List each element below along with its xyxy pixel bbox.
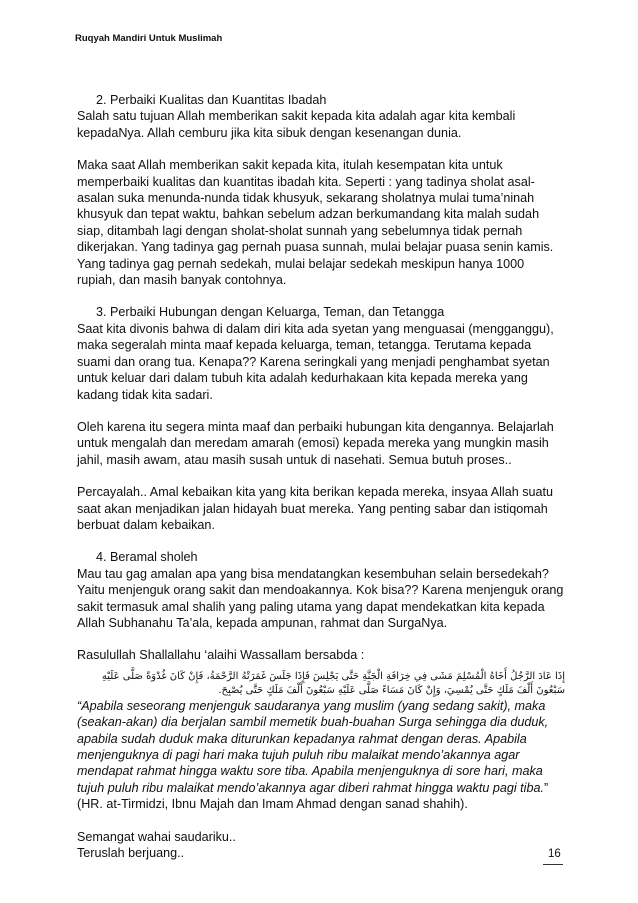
paragraph: Salah satu tujuan Allah memberikan sakit kepada kita adalah agar kita kembali kepadaNya. Allah cemburu jika kita sibuk dengan kesenangan dunia. — [77, 109, 516, 140]
paragraph: Percayalah.. Amal kebaikan kita yang kita berikan kepada mereka, insyaa Allah suatu saat akan menjadikan jalan hidayah buat mereka. Yang penting sabar dan istiqomah berbuat dalam kebaikan. — [77, 485, 554, 532]
section-heading-2: 2. Perbaiki Kualitas dan Kuantitas Ibadah — [96, 93, 327, 107]
paragraph: Oleh karena itu segera minta maaf dan perbaiki hubungan kita dengannya. Belajarlah untuk mengalah dan meredam amarah (emosi) kepada mereka yang mungkin masih jahil, masih awam, atau masih susah untuk di nasehati. Semua butuh proses.. — [77, 419, 554, 467]
hadith-translation — [77, 698, 565, 796]
section-heading-3: 3. Perbaiki Hubungan dengan Keluarga, Teman, dan Tetangga — [96, 305, 445, 320]
section-heading-4: 4. Beramal sholeh — [96, 550, 198, 565]
footer-rule — [543, 864, 563, 865]
hadith-translation-italic: “Apabila seseorang menjenguk saudaranya yang muslim (yang sedang sakit), maka (seakan-akan) dia berjalan sambil memetik buah-buahan Surga sehingga dia duduk, apabila sudah duduk maka diturunkan kepadanya rahmat dengan deras. Apabila menjenguknya di pagi hari maka tujuh puluh ribu malaikat mendo’akannya agar mendapat rahmat hingga waktu sore tiba. Apabila menjenguknya di sore hari, maka tujuh puluh ribu malaikat mendo’akannya agar diberi rahmat hingga waktu pagi tiba. — [77, 698, 549, 795]
paragraph: Mau tau gag amalan apa yang bisa mendatangkan kesembuhan selain bersedekah? Yaitu menjenguk orang sakit dan mendoakannya. Kok bisa?? Karena menjenguk orang sakit termasuk amal shalih yang paling utama yang dapat mendekatkan kita kepada Allah Subhanahu Ta’ala, kepada ampunan, rahmat dan SurgaNya. — [77, 566, 564, 630]
page-content — [77, 92, 565, 861]
document-header: Ruqyah Mandiri Untuk Muslimah — [75, 33, 223, 44]
closing-line: Teruslah berjuang.. — [77, 846, 185, 861]
paragraph: Rasulullah Shallallahu ‘alaihi Wassallam bersabda : — [77, 648, 365, 663]
arabic-hadith-text: إِذَا عَادَ الرَّجُلُ أَخَاهُ الْمُسْلِمَ مَشَى فِي خِرَافَةِ الْجَنَّةِ حَتَّى يَجْلِسَ فَإِذَا جَلَسَ غَمَرَتْهُ الرَّحْمَةُ، فَإِنْ كَانَ غُدْوَةً صَلَّى عَلَيْهِ سَبْعُونَ أَلْفَ مَلَكٍ حَتَّى يُمْسِيَ، وَإِنْ كَانَ مَسَاءً صَلَّى عَلَيْهِ سَبْعُونَ أَلْفَ مَلَكٍ حَتَّى يُصْبِحَ. — [101, 670, 565, 696]
closing-quote-mark: ” — [543, 780, 549, 795]
page-number: 16 — [548, 848, 561, 860]
hadith-source: (HR. at-Tirmidzi, Ibnu Majah dan Imam Ahmad dengan sanad shahih). — [77, 797, 468, 812]
paragraph: Maka saat Allah memberikan sakit kepada kita, itulah kesempatan kita untuk memperbaiki kualitas dan kuantitas ibadah kita. Seperti : yang tadinya sholat asal-asalan suka menunda-nunda tidak khusyuk, sekarang sholatnya mulai tuma’ninah khusyuk dan tepat waktu, bahkan sebelum adzan berkumandang kita malah sudah siap, ditambah lagi dengan sholat-sholat sunnah yang sebelumnya tidak pernah dikerjakan. Yang tadinya gag pernah puasa sunnah, mulai belajar puasa senin kamis. Yang tadinya gag pernah sedekah, mulai belajar sedekah meskipun hanya 1000 rupiah, dan masih banyak contohnya. — [77, 158, 554, 288]
paragraph: Saat kita divonis bahwa di dalam diri kita ada syetan yang menguasai (mengganggu), maka segeralah minta maaf kepada keluarga, teman, tetangga. Terutama kepada suami dan orang tua. Kenapa?? Karena seringkali yang menjadi penghambat syetan untuk keluar dari dalam tubuh kita adalah kedurhakaan kita kepada mereka yang kadang tidak kita sadari. — [77, 321, 554, 402]
closing-line: Semangat wahai saudariku.. — [77, 829, 236, 844]
